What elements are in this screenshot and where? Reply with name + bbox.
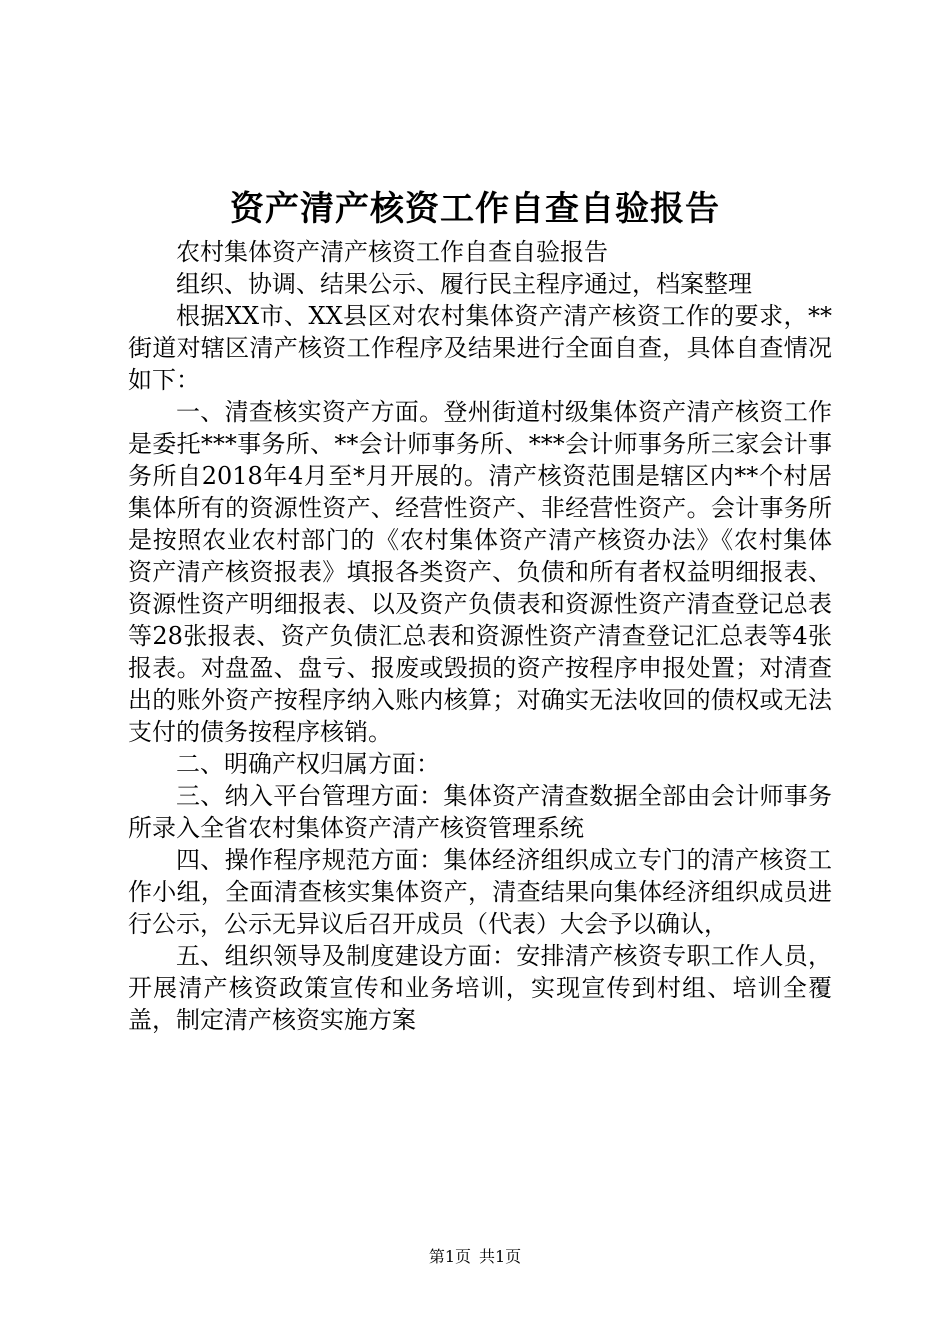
paragraph-intro: 根据XX市、XX县区对农村集体资产清产核资工作的要求，**街道对辖区清产核资工作程序及结果进行全面自查，具体自查情况如下： — [128, 302, 832, 394]
page-footer — [0, 1245, 950, 1269]
paragraph-subtitle: 农村集体资产清产核资工作自查自验报告 — [176, 238, 608, 266]
paragraph-section-1: 一、清查核实资产方面。登州街道村级集体资产清产核资工作是委托***事务所、**会计师事务所、***会计师事务所三家会计事务所自2018年4月至*月开展的。清产核资范围是辖区内**个村居集体所有的资源性资产、经营性资产、非经营性资产。会计事务所是按照农业农村部门的《农村集体资产清产核资办法》《农村集体资产清产核资报表》填报各类资产、负债和所有者权益明细报表、资源性资产明细报表、以及资产负债表和资源性资产清查登记总表等28张报表、资产负债汇总表和资源性资产清查登记汇总表等4张报表。对盘盈、盘亏、报废或毁损的资产按程序申报处置；对清查出的账外资产按程序纳入账内核算；对确实无法收回的债权或无法支付的债务按程序核销。 — [128, 398, 832, 746]
paragraph-section-3: 三、纳入平台管理方面：集体资产清查数据全部由会计师事务所录入全省农村集体资产清产核资管理系统 — [128, 782, 832, 842]
paragraph-section-2: 二、明确产权归属方面： — [176, 750, 440, 778]
document-title: 资产清产核资工作自查自验报告 — [230, 189, 720, 229]
page-number-current: 第1页 — [428, 1247, 471, 1266]
document-body — [128, 236, 832, 1036]
page-number-total: 共1页 — [479, 1247, 522, 1266]
paragraph-section-4: 四、操作程序规范方面：集体经济组织成立专门的清产核资工作小组，全面清查核实集体资产，清查结果向集体经济组织成员进行公示，公示无异议后召开成员（代表）大会予以确认， — [128, 846, 832, 938]
paragraph-section-5: 五、组织领导及制度建设方面：安排清产核资专职工作人员，开展清产核资政策宣传和业务培训，实现宣传到村组、培训全覆盖，制定清产核资实施方案 — [128, 942, 832, 1034]
paragraph-summary: 组织、协调、结果公示、履行民主程序通过，档案整理 — [176, 270, 752, 298]
